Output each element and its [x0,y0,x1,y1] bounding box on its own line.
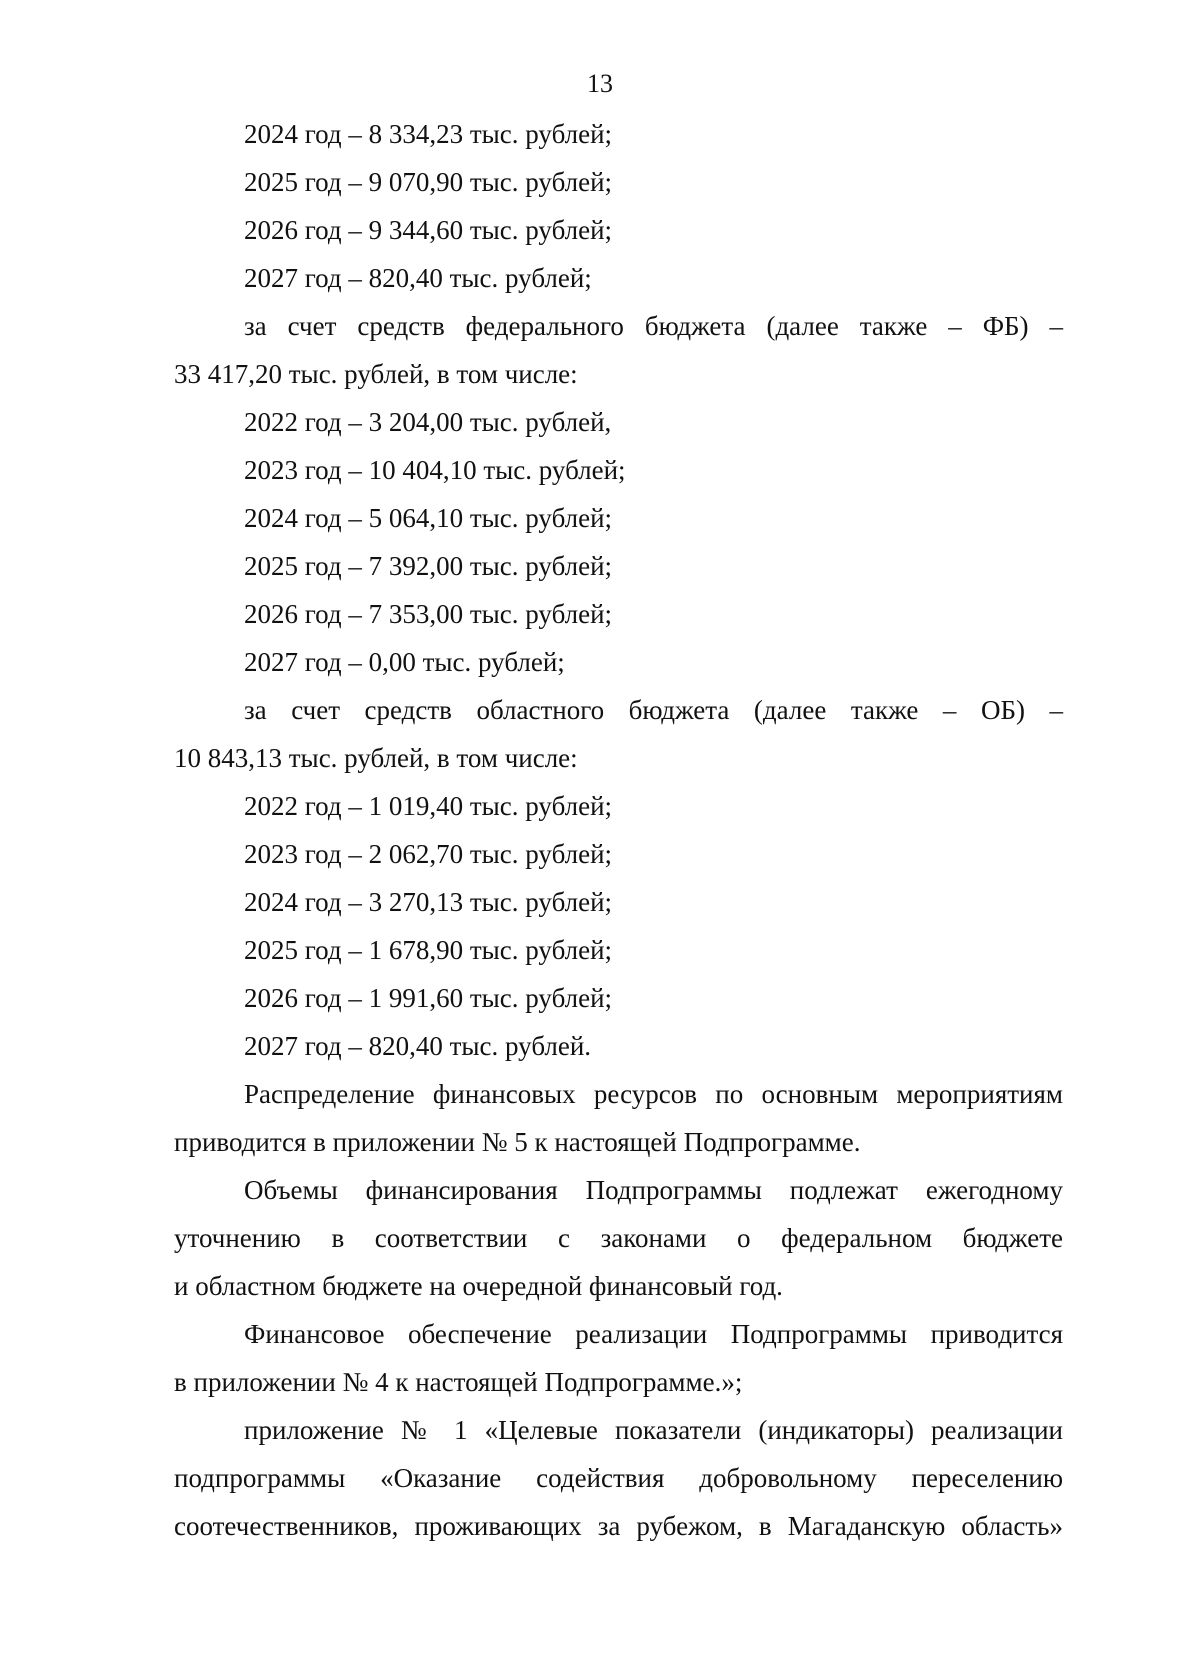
text-line: 2022 год – 1 019,40 тыс. рублей; [244,791,613,821]
text-line: приложение № 1 «Целевые показатели (индикаторы) реализации [244,1415,1063,1445]
text-line: 33 417,20 тыс. рублей, в том числе: [174,359,578,389]
text-line: 2026 год – 1 991,60 тыс. рублей; [244,983,613,1013]
text-line: за счет средств областного бюджета (далее также – ОБ) – [244,695,1063,725]
text-line: 2027 год – 820,40 тыс. рублей; [244,263,592,293]
text-line: за счет средств федерального бюджета (далее также – ФБ) – [244,311,1063,341]
text-line: 2024 год – 3 270,13 тыс. рублей; [244,887,613,917]
text-line: 2026 год – 9 344,60 тыс. рублей; [244,215,613,245]
text-line: 2025 год – 7 392,00 тыс. рублей; [244,551,613,581]
text-line: подпрограммы «Оказание содействия добровольному переселению [174,1463,1063,1493]
text-line: Финансовое обеспечение реализации Подпрограммы приводится [244,1319,1063,1349]
text-line: уточнению в соответствии с законами о федеральном бюджете [174,1223,1063,1253]
text-line: Объемы финансирования Подпрограммы подлежат ежегодному [244,1175,1063,1205]
text-line: 2025 год – 1 678,90 тыс. рублей; [244,935,613,965]
text-line: 10 843,13 тыс. рублей, в том числе: [174,743,578,773]
text-line: 2026 год – 7 353,00 тыс. рублей; [244,599,613,629]
text-line: соотечественников, проживающих за рубежом, в Магаданскую область» [174,1511,1063,1541]
text-line: 2023 год – 10 404,10 тыс. рублей; [244,455,626,485]
text-line: 2027 год – 0,00 тыс. рублей; [244,647,565,677]
text-line: в приложении № 4 к настоящей Подпрограмме.»; [174,1367,743,1397]
text-line: 2024 год – 5 064,10 тыс. рублей; [244,503,613,533]
text-line: 2022 год – 3 204,00 тыс. рублей, [244,407,612,437]
text-line: Распределение финансовых ресурсов по основным мероприятиям [244,1079,1063,1109]
text-line: приводится в приложении № 5 к настоящей Подпрограмме. [174,1127,861,1157]
text-line: 2023 год – 2 062,70 тыс. рублей; [244,839,613,869]
document-body [174,110,1063,1550]
text-line: 2025 год – 9 070,90 тыс. рублей; [244,167,613,197]
text-line: 2024 год – 8 334,23 тыс. рублей; [244,119,613,149]
page-number: 13 [587,69,613,98]
text-line: 2027 год – 820,40 тыс. рублей. [244,1031,592,1061]
text-line: и областном бюджете на очередной финансовый год. [174,1271,783,1301]
